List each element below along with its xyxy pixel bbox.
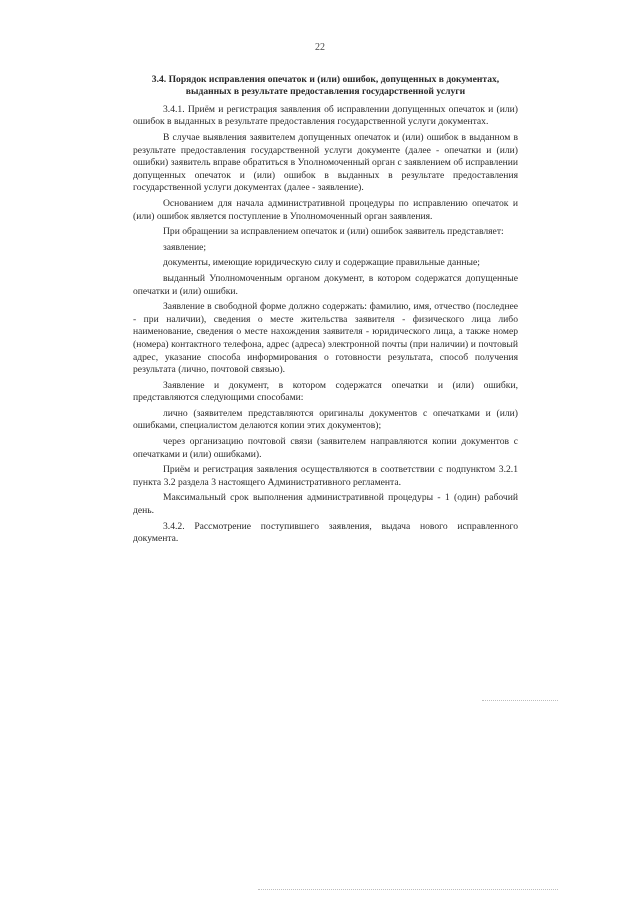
- paragraph: 3.4.1. Приём и регистрация заявления об исправлении допущенных опечаток и (или) ошибок в выданных в результате предоставления государственной услуги документах.: [133, 103, 518, 128]
- paragraph: Максимальный срок выполнения административной процедуры - 1 (один) рабочий день.: [133, 492, 518, 517]
- list-item: документы, имеющие юридическую силу и содержащие правильные данные;: [163, 257, 480, 269]
- section-heading: 3.4. Порядок исправления опечаток и (или) ошибок, допущенных в документах, выданных в результате предоставления государственной услуги: [151, 74, 500, 98]
- list-item: лично (заявителем представляются оригиналы документов с опечатками и (или) ошибками, специалистом делаются копии этих документов);: [133, 407, 518, 432]
- paragraph: В случае выявления заявителем допущенных опечаток и (или) ошибок в выданном в результате предоставления государственной услуги документе (далее - опечатки и (или) ошибки) заявитель вправе обратиться в Уполномоченный орган с заявлением об исправлении допущенных опечаток и (или) ошибок в выданных в результате предоставления государственной услуги документах (далее - заявление).: [133, 132, 518, 194]
- paragraph: 3.4.2. Рассмотрение поступившего заявления, выдача нового исправленного документа.: [133, 520, 518, 545]
- paragraph: Основанием для начала административной процедуры по исправлению опечаток и (или) ошибок является поступление в Уполномоченный орган заявления.: [133, 197, 518, 222]
- paragraph: При обращении за исправлением опечаток и (или) ошибок заявитель представляет:: [163, 226, 504, 238]
- scan-artifact-line: [482, 700, 558, 701]
- list-item: выданный Уполномоченным органом документ, в котором содержатся допущенные опечатки и (или) ошибки.: [133, 272, 518, 297]
- paragraph: Заявление и документ, в котором содержатся опечатки и (или) ошибки, представляются следующими способами:: [133, 379, 518, 404]
- scan-artifact-line: [258, 889, 558, 890]
- paragraph: Приём и регистрация заявления осуществляются в соответствии с подпунктом 3.2.1 пункта 3.2 раздела 3 настоящего Административного регламента.: [133, 464, 518, 488]
- page-number: 22: [315, 42, 325, 53]
- paragraph: Заявление в свободной форме должно содержать: фамилию, имя, отчество (последнее - при наличии), сведения о месте жительства заявителя - физического лица либо наименование, сведения о месте нахождения заявителя - юридического лица, а также номер (номера) контактного телефона, адрес (адреса) электронной почты (при наличии) и почтовый адрес, указание способа информирования о готовности результата, способ получения результата (лично, почтовой связью).: [133, 301, 518, 376]
- document-body: [133, 74, 518, 549]
- list-item: заявление;: [163, 241, 207, 253]
- list-item: через организацию почтовой связи (заявителем направляются копии документов с опечатками и (или) ошибками).: [133, 436, 518, 460]
